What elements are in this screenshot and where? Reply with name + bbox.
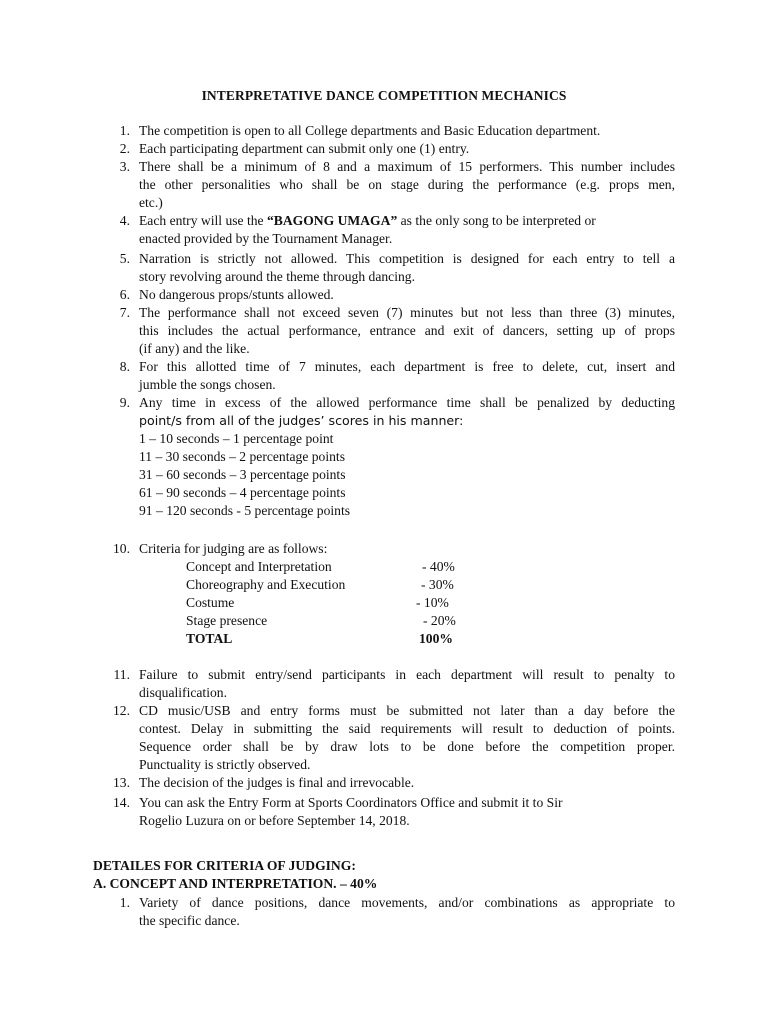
criteria-value: - 10% — [416, 595, 449, 610]
criteria-name: Concept and Interpretation — [186, 559, 332, 574]
item-line: jumble the songs chosen. — [139, 377, 276, 392]
criteria-value: - 30% — [421, 577, 454, 592]
penalty-line: 61 – 90 seconds – 4 percentage points — [139, 485, 346, 500]
item-number: 3. — [119, 159, 130, 174]
item-line: point/s from all of the judges’ scores in his manner: — [139, 413, 464, 428]
item-number: 7. — [119, 305, 130, 320]
item-number: 14. — [113, 795, 130, 810]
item-number: 6. — [119, 287, 130, 302]
section-heading: DETAILES FOR CRITERIA OF JUDGING: — [93, 858, 356, 873]
item-line: The performance shall not exceed seven (7) minutes but not less than three (3) minutes, — [139, 305, 675, 320]
item-line: Punctuality is strictly observed. — [139, 757, 311, 772]
item-line: CD music/USB and entry forms must be submitted not later than a day before the — [139, 703, 675, 718]
item-number: 5. — [119, 251, 130, 266]
item-line: (if any) and the like. — [139, 341, 250, 356]
item-number: 8. — [119, 359, 130, 374]
item-line-rich — [139, 212, 675, 230]
item-line: disqualification. — [139, 685, 227, 700]
document-title: INTERPRETATIVE DANCE COMPETITION MECHANICS — [201, 88, 567, 103]
item-line: enacted provided by the Tournament Manager. — [139, 231, 393, 246]
item-line: The decision of the judges is final and irrevocable. — [139, 775, 415, 790]
item-text: as the only song to be interpreted or — [397, 213, 596, 228]
item-number: 10. — [113, 541, 130, 556]
item-line: You can ask the Entry Form at Sports Coordinators Office and submit it to Sir — [139, 795, 563, 810]
item-line: Each participating department can submit only one (1) entry. — [139, 141, 470, 156]
sub-item-line: Variety of dance positions, dance movements, and/or combinations as appropriate to — [139, 895, 675, 910]
item-number: 13. — [113, 775, 130, 790]
item-line: contest. Delay in submitting the said requirements will result to deduction of points. — [139, 721, 675, 736]
criteria-total-value: 100% — [419, 631, 453, 646]
item-line: Sequence order shall be by draw lots to be done before the competition proper. — [139, 739, 675, 754]
criteria-name: Choreography and Execution — [186, 577, 346, 592]
item-number: 9. — [119, 395, 130, 410]
criteria-value: - 20% — [423, 613, 456, 628]
criteria-name: Costume — [186, 595, 235, 610]
item-line: Any time in excess of the allowed performance time shall be penalized by deducting — [139, 395, 675, 410]
item-line: Criteria for judging are as follows: — [139, 541, 328, 556]
item-line: story revolving around the theme through dancing. — [139, 269, 415, 284]
song-title: “BAGONG UMAGA” — [266, 213, 398, 228]
sub-item-number: 1. — [119, 895, 130, 910]
penalty-line: 31 – 60 seconds – 3 percentage points — [139, 467, 346, 482]
item-number: 11. — [113, 667, 130, 682]
subsection-heading: A. CONCEPT AND INTERPRETATION. – 40% — [93, 876, 378, 891]
item-line: Failure to submit entry/send participants in each department will result to penalty to — [139, 667, 675, 682]
item-line: Rogelio Luzura on or before September 14, 2018. — [139, 813, 410, 828]
penalty-line: 1 – 10 seconds – 1 percentage point — [139, 431, 334, 446]
sub-item-line: the specific dance. — [139, 913, 240, 928]
criteria-name: Stage presence — [186, 613, 268, 628]
item-number: 12. — [113, 703, 130, 718]
item-line: The competition is open to all College departments and Basic Education department. — [139, 123, 601, 138]
penalty-line: 91 – 120 seconds - 5 percentage points — [139, 503, 351, 518]
item-line: this includes the actual performance, entrance and exit of dancers, setting up of props — [139, 323, 675, 338]
item-text: Each entry will use the — [139, 213, 267, 228]
penalty-line: 11 – 30 seconds – 2 percentage points — [139, 449, 345, 464]
item-number: 2. — [119, 141, 130, 156]
item-line: There shall be a minimum of 8 and a maximum of 15 performers. This number includes — [139, 159, 675, 174]
item-line: For this allotted time of 7 minutes, each department is free to delete, cut, insert and — [139, 359, 675, 374]
item-line: No dangerous props/stunts allowed. — [139, 287, 334, 302]
item-number: 1. — [119, 123, 130, 138]
item-line: etc.) — [139, 195, 163, 210]
criteria-total-label: TOTAL — [186, 631, 233, 646]
item-number: 4. — [119, 213, 130, 228]
item-line: Narration is strictly not allowed. This competition is designed for each entry to tell a — [139, 251, 675, 266]
criteria-value: - 40% — [422, 559, 455, 574]
item-line: the other personalities who shall be on stage during the performance (e.g. props men, — [139, 177, 675, 192]
